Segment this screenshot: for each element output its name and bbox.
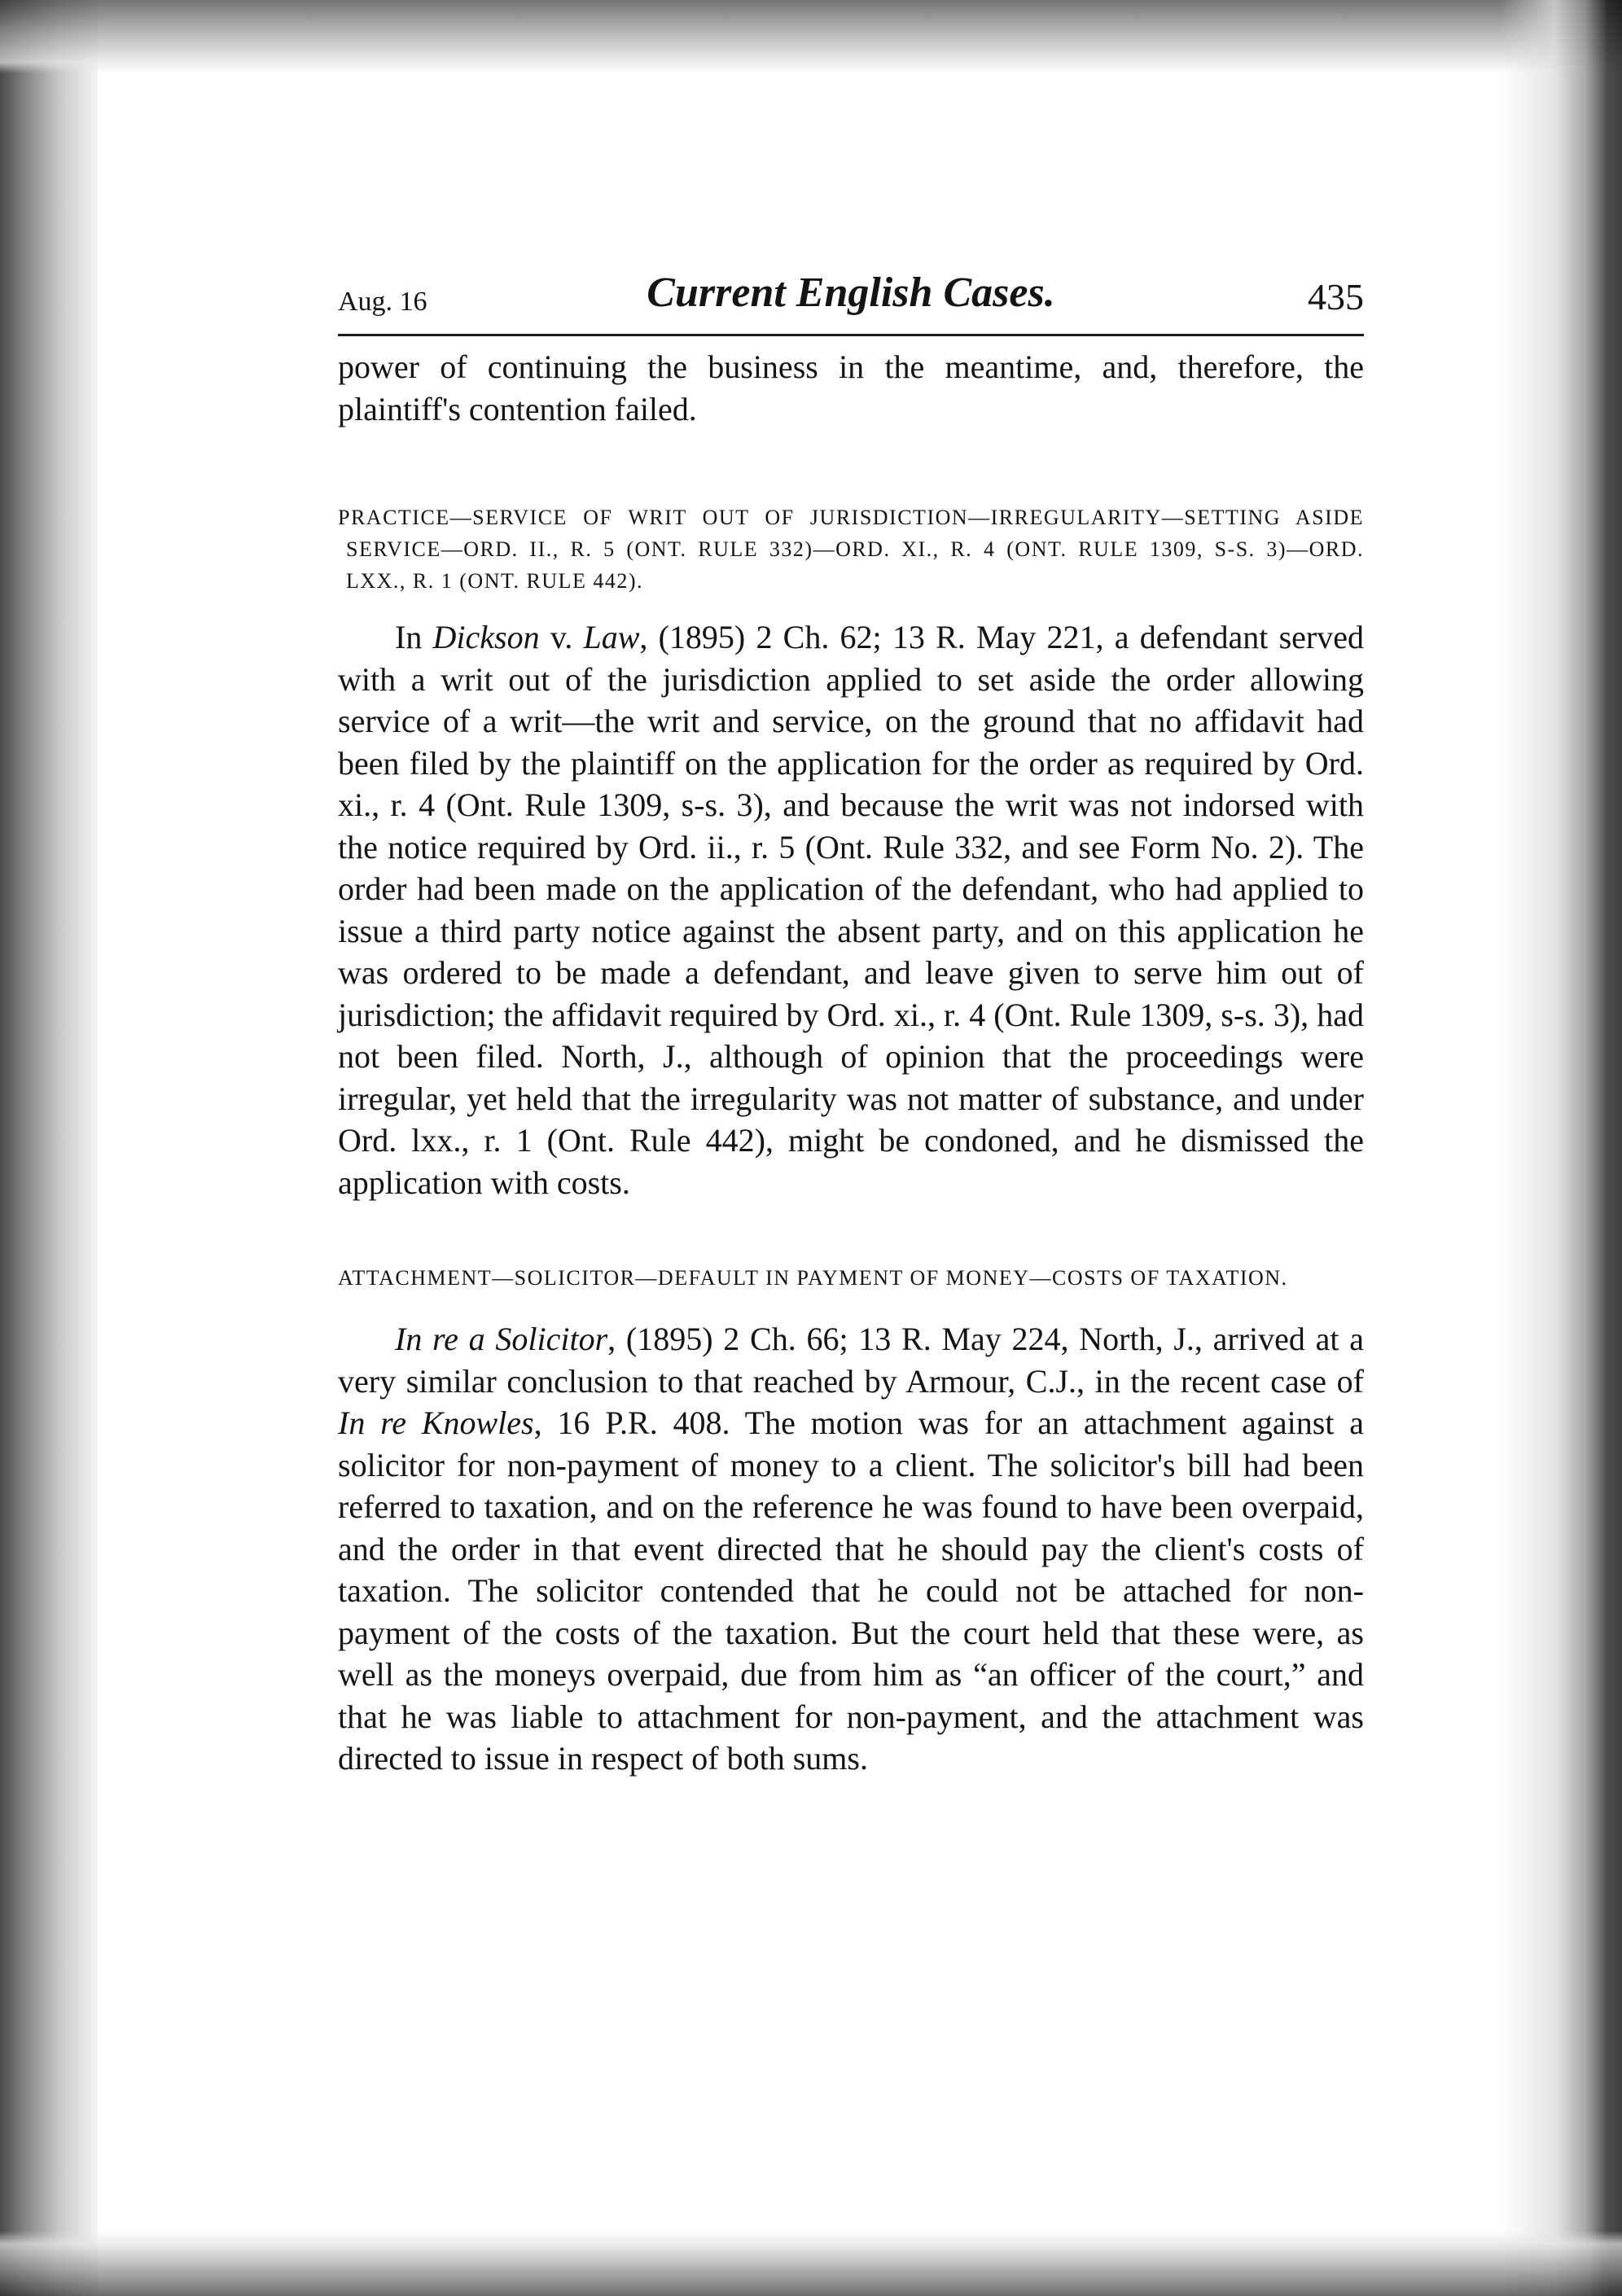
header-title: Current English Cases. [647,269,1055,316]
running-header [338,269,1364,336]
case2-heading: ATTACHMENT—SOLICITOR—DEFAULT IN PAYMENT OF MONEY—COSTS OF TAXATION. [338,1266,1288,1290]
scan-edge-right [1500,0,1622,2296]
case1-heading: PRACTICE—SERVICE OF WRIT OUT OF JURISDICTION—IRREGULARITY—SETTING ASIDE SERVICE—ORD. II., R. 5 (ONT. RULE 332)—ORD. XI., R. 4 (ONT. RULE 1309, S-S. 3)—ORD. LXX., R. 1 (ONT. RULE 442). [338,506,1364,593]
scan-edge-bottom [0,2231,1622,2296]
case1-name2: Law [583,619,640,655]
continuation-paragraph: power of continuing the business in the meantime, and, therefore, the plaintiff's contention failed. [338,348,1364,427]
scan-edge-left [0,0,98,2296]
header-date: Aug. 16 [338,287,427,317]
case2-body1: , (1895) 2 Ch. 66; 13 R. May 224, North, J., arrived at a very similar conclusion to that reached by Armour, C.J., in the recent case of [338,1321,1364,1400]
document-page [338,269,1364,1780]
scan-edge-top [0,0,1622,73]
case2-body2: , 16 P.R. 408. The motion was for an attachment against a solicitor for non-payment of money to a client. The solicitor's bill had been referred to taxation, and on the reference he was found to have been overpaid, and the order in that event directed that he should pay the client's costs of taxation. The solicitor contended that he could not be attached for non-payment of the costs of the taxation. But the court held that these were, as well as the moneys overpaid, due from him as “an officer of the court,” and that he was liable to attachment for non-payment, and the attachment was directed to issue in respect of both sums. [338,1404,1365,1777]
case2-name: In re a Solicitor [395,1321,608,1357]
case2-paragraph [338,1318,1364,1780]
case1-v: v. [539,619,584,655]
case1-name: Dickson [432,619,540,655]
case1-lead: In [395,619,433,655]
case1-body: , (1895) 2 Ch. 62; 13 R. May 221, a defendant served with a writ out of the jurisdiction applied to set aside the order allowing service of a writ—the writ and service, on the ground that no affidavit had been filed by the plaintiff on the application for the order as required by Ord. xi., r. 4 (Ont. Rule 1309, s-s. 3), and because the writ was not indorsed with the notice required by Ord. ii., r. 5 (Ont. Rule 332, and see Form No. 2). The order had been made on the application of the defendant, who had applied to issue a third party notice against the absent party, and on this application he was ordered to be made a defendant, and leave given to serve him out of jurisdiction; the affidavit required by Ord. xi., r. 4 (Ont. Rule 1309, s-s. 3), had not been filed. North, J., although of opinion that the proceedings were irregular, yet held that the irregularity was not matter of substance, and under Ord. lxx., r. 1 (Ont. Rule 442), might be condoned, and he dismissed the application with costs. [338,619,1365,1201]
case2-ref: In re Knowles [338,1404,534,1441]
case1-paragraph [338,616,1364,1203]
page-number: 435 [1308,276,1364,318]
